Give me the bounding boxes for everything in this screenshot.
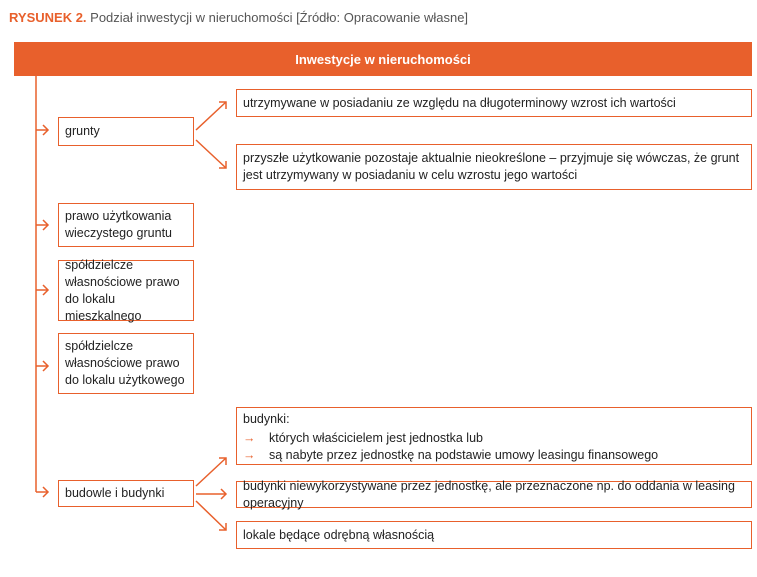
- list-item-text: są nabyte przez jednostkę na podstawie umowy leasingu finansowego: [269, 448, 659, 462]
- right-arrow-icon: →: [243, 448, 256, 462]
- diagram-header: Inwestycje w nieruchomości: [14, 42, 752, 76]
- figure-title: Podział inwestycji w nieruchomości [Źródło: Opracowanie własne]: [86, 10, 469, 25]
- branch-arrow-budowle-3: [196, 501, 226, 530]
- detail-grunty-dlugoterminowy: utrzymywane w posiadaniu ze względu na długoterminowy wzrost ich wartości: [236, 89, 752, 117]
- list-item: [243, 430, 745, 447]
- category-grunty: grunty: [58, 117, 194, 146]
- category-budowle-i-budynki: budowle i budynki: [58, 480, 194, 507]
- detail-budynki-list: [243, 430, 745, 464]
- category-spoldzielcze-mieszkalne: spółdzielcze własnościowe prawo do lokalu mieszkalnego: [58, 260, 194, 321]
- category-spoldzielcze-uzytkowe: spółdzielcze własnościowe prawo do lokalu użytkowego: [58, 333, 194, 394]
- branch-arrow-grunty-2: [196, 140, 226, 168]
- category-prawo-uzytkowania: prawo użytkowania wieczystego gruntu: [58, 203, 194, 247]
- right-arrow-icon: →: [243, 431, 256, 445]
- figure-label: RYSUNEK 2.: [9, 10, 87, 25]
- list-item: [243, 447, 745, 464]
- list-item-text: których właścicielem jest jednostka lub: [269, 431, 483, 445]
- detail-budynki: [236, 407, 752, 465]
- detail-budynki-niewykorzystywane: budynki niewykorzystywane przez jednostkę, ale przeznaczone np. do oddania w leasing operacyjny: [236, 481, 752, 508]
- detail-budynki-title: budynki:: [243, 412, 290, 426]
- branch-arrow-budowle-1: [196, 458, 226, 486]
- detail-grunty-nieokreslone: przyszłe użytkowanie pozostaje aktualnie nieokreślone – przyjmuje się wówczas, że grunt jest utrzymywany w posiadaniu w celu wzrostu jego wartości: [236, 144, 752, 190]
- branch-arrow-grunty-1: [196, 102, 226, 130]
- detail-lokale: lokale będące odrębną własnością: [236, 521, 752, 549]
